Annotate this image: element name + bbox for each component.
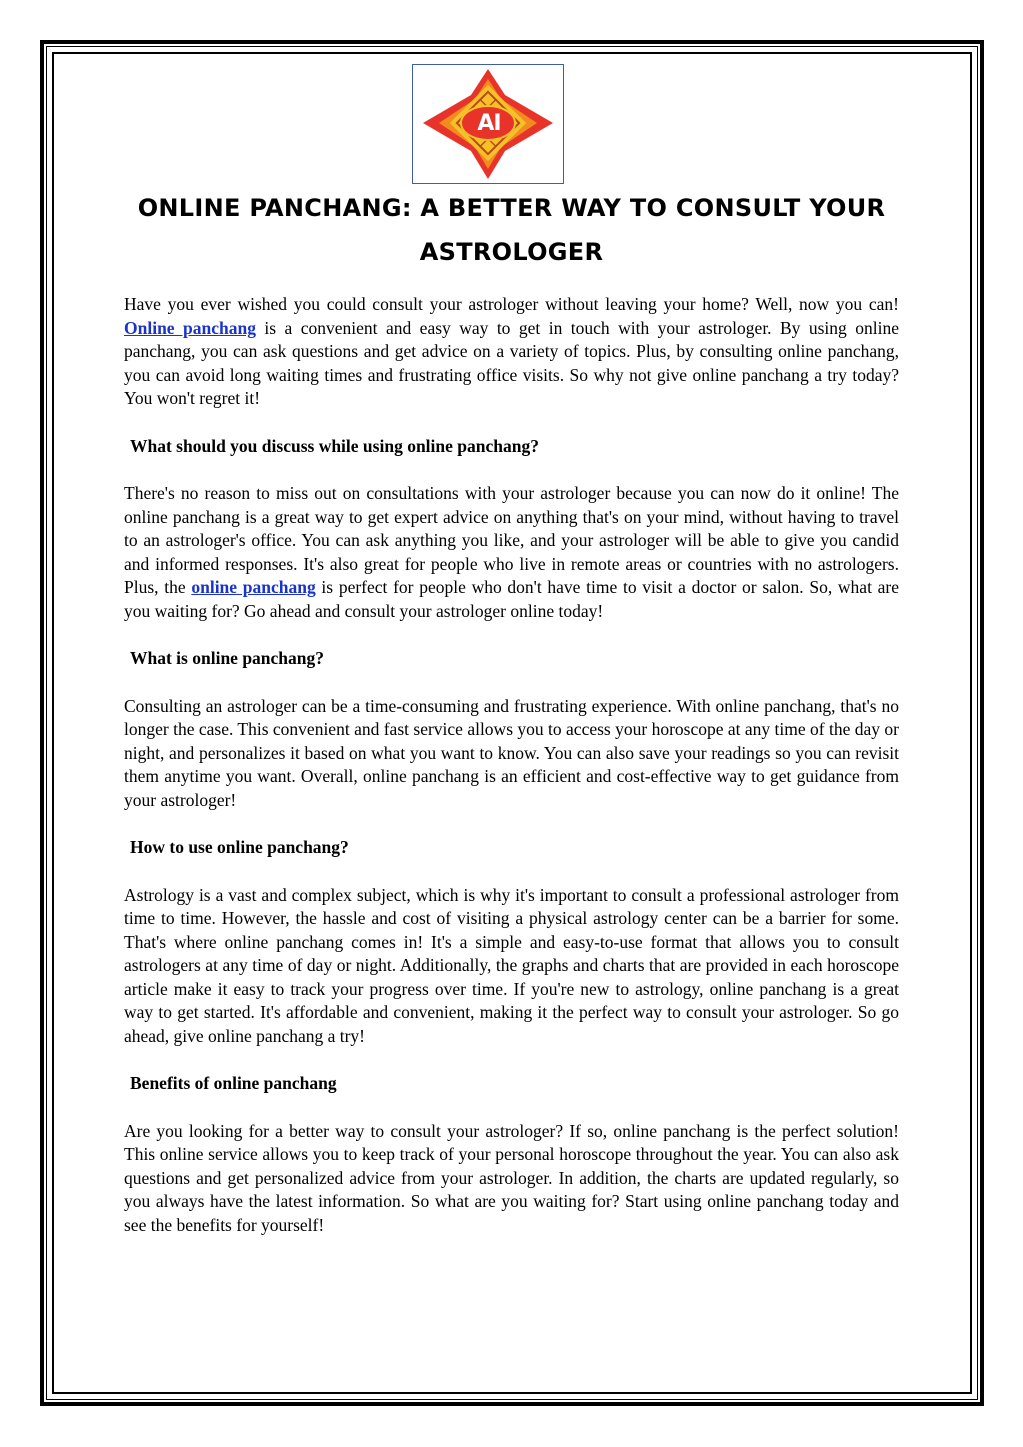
section-paragraph-benefits: Are you looking for a better way to consult your astrologer? If so, online panchang is the perfect solution! This online service allows you to keep track of your personal horoscope throughout the year. You can also ask questions and get personalized advice from your astrologer. In addition, the charts are updated regularly, so you always have the latest information. So what are you waiting for? Start using online panchang today and see the benefits for yourself! [124,1120,899,1235]
discuss-text-start: There's no reason to miss out on consultations with your astrologer because you can now do it online! The online panchang is a great way to get expert advice on anything that's on your mind, without having to travel to an astrologer's office. You can ask anything you like, and your astrologer will be able to give you candid and informed responses. It's also great for people who live in remote areas or countries with no astrologers. Plus, the [124,483,899,597]
section-heading-discuss: What should you discuss while using online panchang? [130,435,539,456]
section-paragraph-discuss [124,482,899,623]
intro-paragraph [124,293,899,411]
brand-logo [412,64,564,184]
online-panchang-link[interactable]: Online panchang [124,317,256,338]
intro-text-start: Have you ever wished you could consult your astrologer without leaving your home? Well, now you can! [124,294,899,314]
page-title: ONLINE PANCHANG: A BETTER WAY TO CONSULT YOUR ASTROLOGER [137,194,886,266]
section-heading-how-to: How to use online panchang? [130,837,349,857]
section-heading-benefits: Benefits of online panchang [130,1073,337,1093]
discuss-text-end: is perfect for people who don't have time to visit a doctor or salon. So, what are you waiting for? Go ahead and consult your astrologer online today! [124,577,900,621]
section-heading-what-is: What is online panchang? [130,648,325,668]
section-paragraph-how-to: Astrology is a vast and complex subject, which is why it's important to consult a professional astrologer from time to time. However, the hassle and cost of visiting a physical astrology center can be a barrier for some. That's where online panchang comes in! It's a simple and easy-to-use format that allows you to consult astrologers at any time of day or night. Additionally, the graphs and charts that are provided in each horoscope article make it easy to track your progress over time. If you're new to astrology, online panchang is a great way to get started. It's affordable and convenient, making it the perfect way to consult your astrologer. So go ahead, give online panchang a try! [124,884,899,1046]
section-paragraph-what-is: Consulting an astrologer can be a time-consuming and frustrating experience. With online panchang, that's no longer the case. This convenient and fast service allows you to access your horoscope at any time of the day or night, and personalizes it based on what you want to know. You can also save your readings so you can revisit them anytime you want. Overall, online panchang is an efficient and cost-effective way to get guidance from your astrologer! [124,695,899,810]
online-panchang-link-2[interactable]: online panchang [191,577,316,597]
article-body [124,293,899,1237]
intro-text-end: is a convenient and easy way to get in touch with your astrologer. By using online panchang, you can ask questions and get advice on a variety of topics. Plus, by consulting online panchang, you can avoid long waiting times and frustrating office visits. So why not give online panchang a try today? You won't regret it! [124,317,899,408]
logo-text: AI [477,111,501,136]
